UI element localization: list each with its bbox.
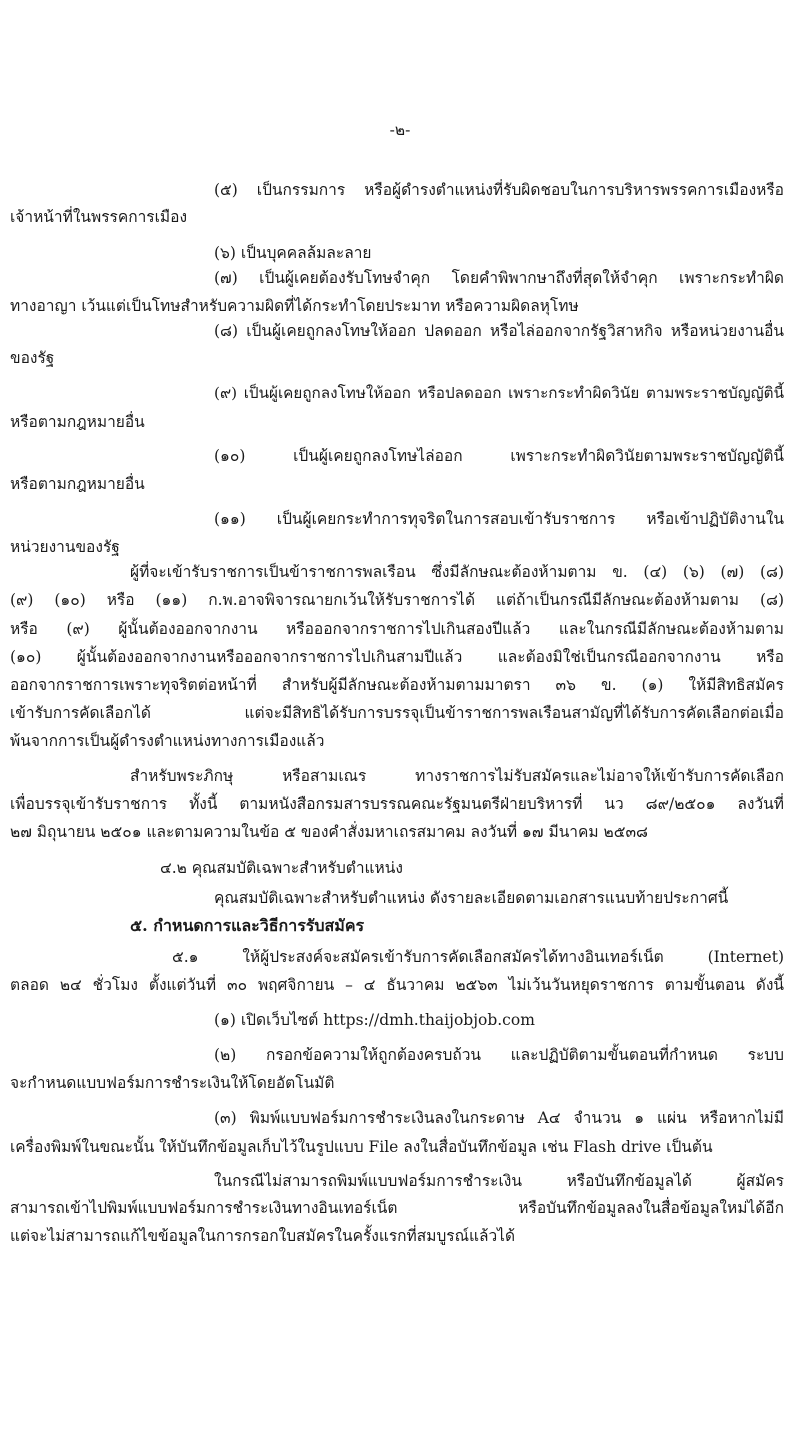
step-3-line-2: เครื่องพิมพ์ในขณะนั้น ให้บันทึกข้อมูลเก็บไว้ในรูปแบบ File ลงในสื่อบันทึกข้อมูล เช่น Flash drive เป็นต้น [10,1138,713,1156]
exemption-para-line-2: (๙) (๑๐) หรือ (๑๑) ก.พ.อาจพิจารณายกเว้นให้รับราชการได้ แต่ถ้าเป็นกรณีมีลักษณะต้องห้ามตาม (๘) [10,591,784,609]
exemption-para-line-7: พ้นจากการเป็นผู้ดำรงตำแหน่งทางการเมืองแล้ว [10,732,325,750]
step-3-line-1: (๓) พิมพ์แบบฟอร์มการชำระเงินลงในกระดาษ A๔ จำนวน ๑ แผ่น หรือหากไม่มี [214,1109,784,1127]
exemption-para-line-6: เข้ารับการคัดเลือกได้ แต่จะมีสิทธิได้รับการบรรจุเป็นข้าราชการพลเรือนสามัญที่ได้รับการคัดเลือกต่อเมื่อ [10,704,784,722]
section-5-1-line-1: ๕.๑ ให้ผู้ประสงค์จะสมัครเข้ารับการคัดเลือกสมัครได้ทางอินเทอร์เน็ต (Internet) [172,948,784,966]
fallback-para-line-2: สามารถเข้าไปพิมพ์แบบฟอร์มการชำระเงินทางอินเทอร์เน็ต หรือบันทึกข้อมูลลงในสื่อข้อมูลใหม่ได้อีก [10,1199,784,1217]
step-2-line-2: จะกำหนดแบบฟอร์มการชำระเงินให้โดยอัตโนมัติ [10,1074,335,1092]
item-6-line: (๖) เป็นบุคคลล้มละลาย [214,244,372,262]
exemption-para-line-3: หรือ (๙) ผู้นั้นต้องออกจากงาน หรือออกจากราชการไปเกินสองปีแล้ว และในกรณีมีลักษณะต้องห้ามตาม [10,620,784,638]
section-5-1-line-2: ตลอด ๒๔ ชั่วโมง ตั้งแต่วันที่ ๓๐ พฤศจิกายน – ๔ ธันวาคม ๒๕๖๓ ไม่เว้นวันหยุดราชการ ตามขั้นตอน ดังนี้ [10,976,784,994]
fallback-para-line-1: ในกรณีไม่สามารถพิมพ์แบบฟอร์มการชำระเงิน หรือบันทึกข้อมูลได้ ผู้สมัคร [214,1172,784,1190]
item-7-line-2: ทางอาญา เว้นแต่เป็นโทษสำหรับความผิดที่ได้กระทำโดยประมาท หรือความผิดลหุโทษ [10,297,579,315]
item-9-line-2: หรือตามกฎหมายอื่น [10,413,145,431]
item-8-line-2: ของรัฐ [10,349,55,367]
item-10-line-1: (๑๐) เป็นผู้เคยถูกลงโทษไล่ออก เพราะกระทำผิดวินัยตามพระราชบัญญัตินี้ [214,447,784,465]
section-4-2-body: คุณสมบัติเฉพาะสำหรับตำแหน่ง ดังรายละเอียดตามเอกสารแนบท้ายประกาศนี้ [214,889,729,907]
section-5-heading: ๕. กำหนดการและวิธีการรับสมัคร [130,916,365,935]
item-5-line-2: เจ้าหน้าที่ในพรรคการเมือง [10,208,188,226]
item-8-line-1: (๘) เป็นผู้เคยถูกลงโทษให้ออก ปลดออก หรือไล่ออกจากรัฐวิสาหกิจ หรือหน่วยงานอื่น [214,322,784,340]
item-10-line-2: หรือตามกฎหมายอื่น [10,475,145,493]
step-2-line-1: (๒) กรอกข้อความให้ถูกต้องครบถ้วน และปฏิบัติตามขั้นตอนที่กำหนด ระบบ [214,1046,784,1064]
exemption-para-line-4: (๑๐) ผู้นั้นต้องออกจากงานหรือออกจากราชการไปเกินสามปีแล้ว และต้องมิใช่เป็นกรณีออกจากงาน หรือ [10,648,784,666]
monk-para-line-1: สำหรับพระภิกษุ หรือสามเณร ทางราชการไม่รับสมัครและไม่อาจให้เข้ารับการคัดเลือก [130,767,784,785]
monk-para-line-3: ๒๗ มิถุนายน ๒๕๐๑ และตามความในข้อ ๕ ของคำสั่งมหาเถรสมาคม ลงวันที่ ๑๗ มีนาคม ๒๕๓๘ [10,823,649,841]
item-5-line-1: (๕) เป็นกรรมการ หรือผู้ดำรงตำแหน่งที่รับผิดชอบในการบริหารพรรคการเมืองหรือ [214,181,784,199]
exemption-para-line-5: ออกจากราชการเพราะทุจริตต่อหน้าที่ สำหรับผู้มีลักษณะต้องห้ามตามมาตรา ๓๖ ข. (๑) ให้มีสิทธิสมัคร [10,676,784,694]
step-1-line: (๑) เปิดเว็บไซต์ https://dmh.thaijobjob.com [214,1011,535,1029]
item-11-line-2: หน่วยงานของรัฐ [10,538,120,556]
item-11-line-1: (๑๑) เป็นผู้เคยกระทำการทุจริตในการสอบเข้ารับราชการ หรือเข้าปฏิบัติงานใน [214,510,784,528]
fallback-para-line-3: แต่จะไม่สามารถแก้ไขข้อมูลในการกรอกใบสมัครในครั้งแรกที่สมบูรณ์แล้วได้ [10,1227,516,1245]
section-4-2-heading: ๔.๒ คุณสมบัติเฉพาะสำหรับตำแหน่ง [160,859,403,877]
item-7-line-1: (๗) เป็นผู้เคยต้องรับโทษจำคุก โดยคำพิพากษาถึงที่สุดให้จำคุก เพราะกระทำผิด [214,269,784,287]
page-number: -๒- [389,121,411,139]
item-9-line-1: (๙) เป็นผู้เคยถูกลงโทษให้ออก หรือปลดออก เพราะกระทำผิดวินัย ตามพระราชบัญญัตินี้ [214,384,784,402]
monk-para-line-2: เพื่อบรรจุเข้ารับราชการ ทั้งนี้ ตามหนังสือกรมสารบรรณคณะรัฐมนตรีฝ่ายบริหารที่ นว ๘๙/๒๕๐๑ ลงวันที่ [10,795,784,813]
exemption-para-line-1: ผู้ที่จะเข้ารับราชการเป็นข้าราชการพลเรือน ซึ่งมีลักษณะต้องห้ามตาม ข. (๔) (๖) (๗) (๘) [130,563,784,581]
